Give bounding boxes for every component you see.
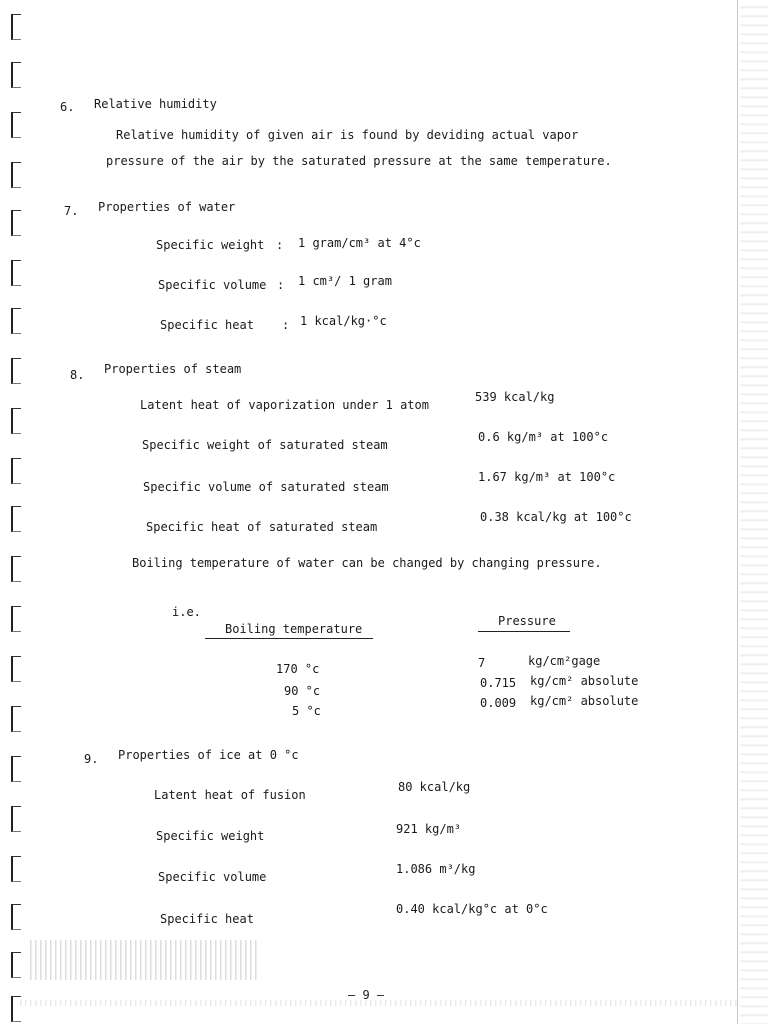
- page-number: — 9 —: [348, 988, 385, 1002]
- section-8-number: 8.: [70, 368, 85, 382]
- steam-row-value: 0.6 kg/m³ at 100°c: [478, 430, 609, 444]
- scan-speckle: [30, 940, 260, 980]
- water-row-label: Specific volume: [158, 278, 267, 292]
- steam-row-value: 1.67 kg/m³ at 100°c: [478, 470, 616, 484]
- ice-row-label: Specific heat: [160, 912, 254, 926]
- steam-row-value: 539 kcal/kg: [475, 390, 555, 404]
- steam-row-value: 0.38 kcal/kg at 100°c: [480, 510, 632, 524]
- steam-row-label: Specific volume of saturated steam: [143, 480, 389, 494]
- pressure-value-cell: 0.715: [480, 676, 517, 690]
- ice-row-value: 921 kg/m³: [396, 822, 462, 836]
- pressure-unit-cell: kg/cm²gage: [528, 654, 601, 668]
- water-row-colon: :: [276, 238, 284, 252]
- header-underline: [205, 638, 373, 639]
- ice-row-value: 0.40 kcal/kg°c at 0°c: [396, 902, 548, 916]
- water-row-value: 1 gram/cm³ at 4°c: [298, 236, 421, 250]
- section-6-title: Relative humidity: [94, 97, 217, 111]
- water-row-colon: :: [277, 278, 285, 292]
- steam-row-label: Specific heat of saturated steam: [146, 520, 378, 534]
- boiling-note: Boiling temperature of water can be changed by changing pressure.: [132, 556, 602, 570]
- header-underline: [478, 631, 570, 632]
- ice-row-label: Latent heat of fusion: [154, 788, 306, 802]
- pressure-unit-cell: kg/cm² absolute: [530, 674, 639, 688]
- water-row-label: Specific heat: [160, 318, 254, 332]
- boiling-temp-cell: 5 °c: [292, 704, 321, 718]
- water-row-colon: :: [282, 318, 290, 332]
- ice-row-value: 1.086 m³/kg: [396, 862, 476, 876]
- section-9-title: Properties of ice at 0 °c: [118, 748, 299, 762]
- boiling-temp-cell: 90 °c: [284, 684, 321, 698]
- ice-row-value: 80 kcal/kg: [398, 780, 471, 794]
- scan-edge-line: [737, 0, 738, 1024]
- section-6-text-line-1: Relative humidity of given air is found by deviding actual vapor: [116, 128, 579, 142]
- boiling-temp-cell: 170 °c: [276, 662, 320, 676]
- scan-edge-noise: [740, 0, 768, 1024]
- ie-label: i.e.: [172, 605, 201, 619]
- section-7-title: Properties of water: [98, 200, 236, 214]
- steam-row-label: Latent heat of vaporization under 1 atom: [140, 398, 429, 412]
- pressure-unit-cell: kg/cm² absolute: [530, 694, 639, 708]
- ice-row-label: Specific volume: [158, 870, 267, 884]
- water-row-label: Specific weight: [156, 238, 265, 252]
- pressure-value-cell: 7: [478, 656, 486, 670]
- pressure-value-cell: 0.009: [480, 696, 517, 710]
- section-6-text-line-2: pressure of the air by the saturated pressure at the same temperature.: [106, 154, 612, 168]
- section-6-number: 6.: [60, 100, 75, 114]
- ice-row-label: Specific weight: [156, 829, 265, 843]
- steam-row-label: Specific weight of saturated steam: [142, 438, 388, 452]
- section-9-number: 9.: [84, 752, 99, 766]
- water-row-value: 1 cm³/ 1 gram: [298, 274, 392, 288]
- section-7-number: 7.: [64, 204, 79, 218]
- boiling-temperature-header: Boiling temperature: [225, 622, 363, 636]
- pressure-header: Pressure: [498, 614, 556, 628]
- water-row-value: 1 kcal/kg·°c: [300, 314, 387, 328]
- section-8-title: Properties of steam: [104, 362, 242, 376]
